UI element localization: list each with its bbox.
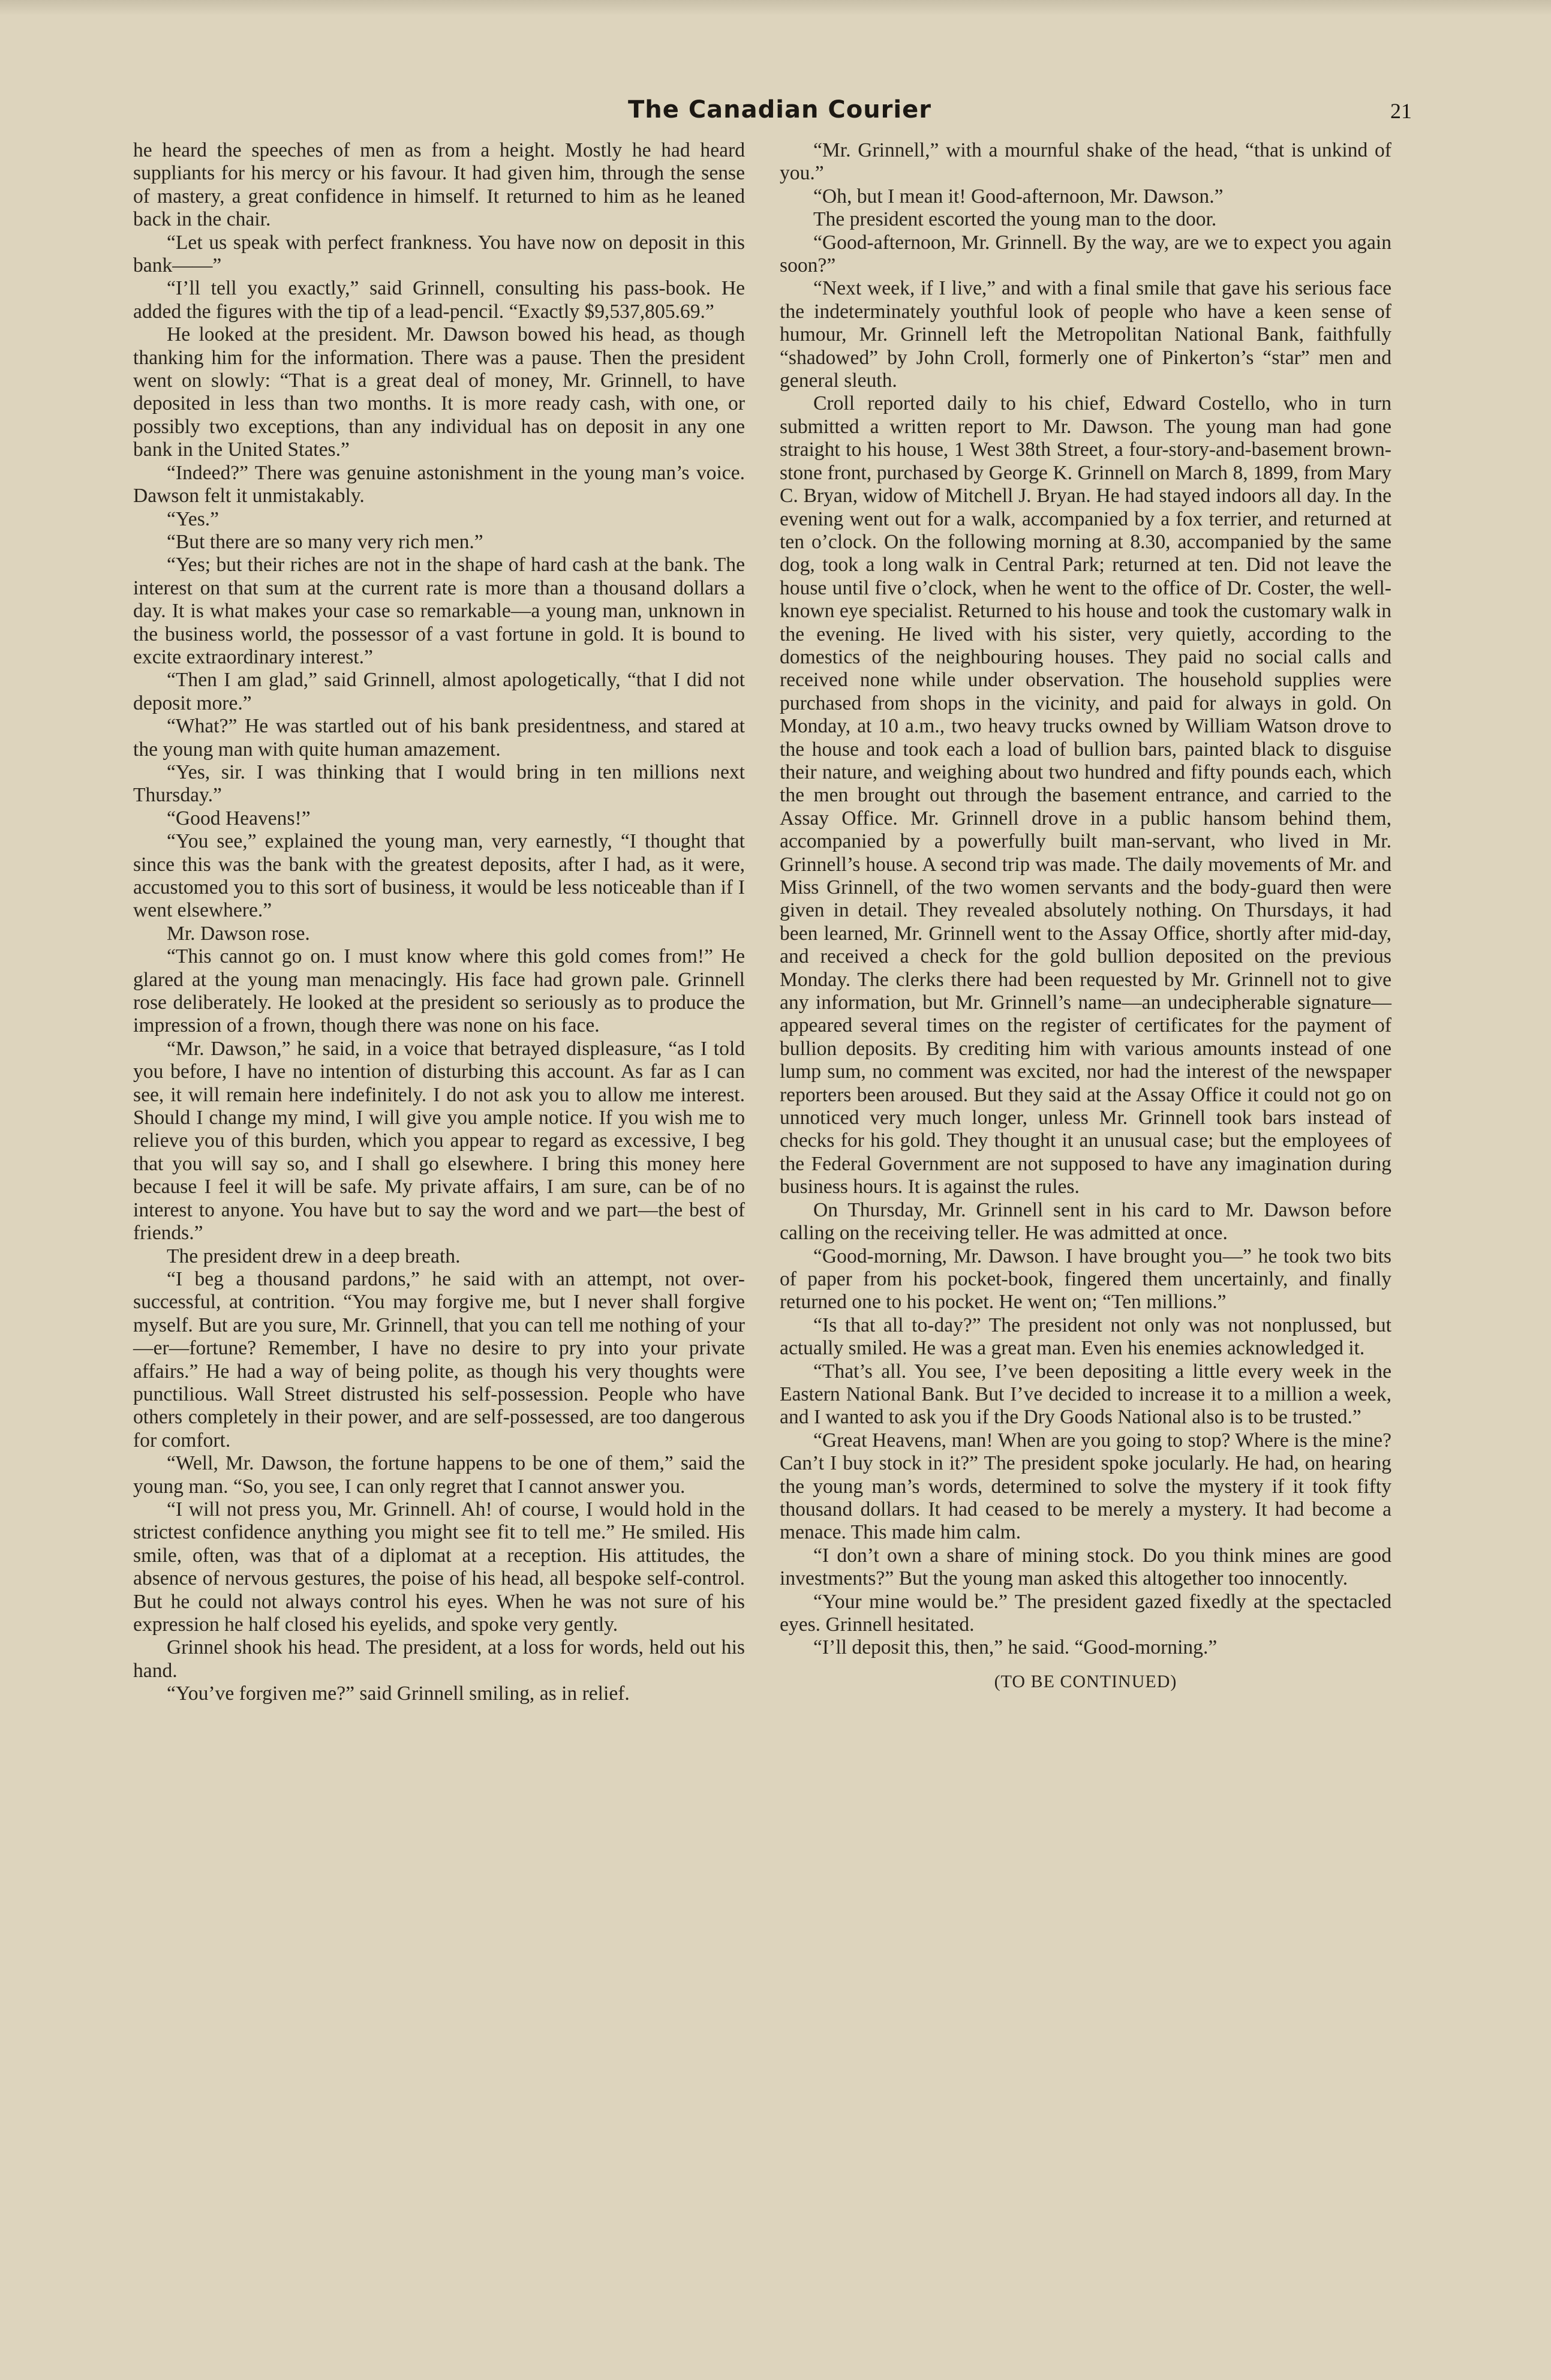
paragraph: Mr. Dawson rose. — [167, 922, 310, 945]
paragraph: “I will not press you, Mr. Grinnell. Ah! of course, I would hold in the strictest confidence anything you might see fit to tell me.” He smiled. His smile, often, was that of a diplomat at a reception. His attitudes, the absence of nervous gestures, the poise of his head, all bespoke self-control. But he could not always control his eyes. When he was not sure of his expression he half closed his eyelids, and spoke very gently. — [133, 1498, 745, 1636]
right-column — [780, 139, 1391, 1693]
paragraph: “Indeed?” There was genuine astonishment in the young man’s voice. Dawson felt it unmistakably. — [133, 461, 745, 507]
to-be-continued-note: (TO BE CONTINUED) — [994, 1671, 1177, 1691]
paragraph: “Good-morning, Mr. Dawson. I have brought you—” he took two bits of paper from his pocket-book, fingered them uncertainly, and finally returned one to his pocket. He went on; “Ten millions.” — [780, 1245, 1391, 1314]
paragraph: “Your mine would be.” The president gazed fixedly at the spectacled eyes. Grinnell hesitated. — [780, 1590, 1391, 1636]
paragraph: “That’s all. You see, I’ve been depositing a little every week in the Eastern National Bank. But I’ve decided to increase it to a million a week, and I wanted to ask you if the Dry Goods National also is to be trusted.” — [780, 1360, 1391, 1429]
paragraph: “Mr. Dawson,” he said, in a voice that betrayed displeasure, “as I told you before, I have no intention of disturbing this account. As far as I can see, it will remain here indefinitely. I do not ask you to allow me interest. Should I change my mind, I will give you ample notice. If you wish me to relieve you of this burden, which you appear to regard as excessive, I beg that you will say so, and I shall go elsewhere. I bring this money here because I feel it will be safe. My private affairs, I am sure, can be of no interest to anyone. You have but to say the word and we part—the best of friends.” — [133, 1037, 745, 1245]
paragraph: “Oh, but I mean it! Good-afternoon, Mr. Dawson.” — [813, 185, 1224, 208]
paragraph: “I don’t own a share of mining stock. Do you think mines are good investments?” But the young man asked this altogether too innocently. — [780, 1544, 1391, 1590]
publication-title: The Canadian Courier — [628, 96, 931, 124]
paragraph: “You see,” explained the young man, very earnestly, “I thought that since this was the bank with the greatest deposits, after I had, as it were, accustomed you to this sort of business, it would be less noticeable than if I went elsewhere.” — [133, 830, 745, 922]
paragraph: The president drew in a deep breath. — [167, 1245, 461, 1267]
paragraph: “I’ll deposit this, then,” he said. “Good-morning.” — [813, 1636, 1218, 1659]
paragraph: “Yes.” — [167, 507, 220, 530]
paragraph: “Yes; but their riches are not in the shape of hard cash at the bank. The interest on that sum at the current rate is more than a thousand dollars a day. It is what makes your case so remarkable—a young man, unknown in the business world, the possessor of a vast fortune in gold. It is bound to excite extraordinary interest.” — [133, 554, 745, 668]
page-top-edge — [0, 0, 1551, 16]
paragraph: The president escorted the young man to the door. — [813, 208, 1217, 231]
page-header — [0, 96, 1551, 138]
paragraph: Croll reported daily to his chief, Edward Costello, who in turn submitted a written report to Mr. Dawson. The young man had gone straight to his house, 1 West 38th Street, a four-story-and-basement brown-stone front, purchased by George K. Grinnell on March 8, 1899, from Mary C. Bryan, widow of Mitchell J. Bryan. He had stayed indoors all day. In the evening went out for a walk, accompanied by a fox terrier, and returned at ten o’clock. On the following morning at 8.30, accompanied by the same dog, took a long walk in Central Park; returned at ten. Did not leave the house until five o’clock, when he went to the office of Dr. Coster, the well-known eye specialist. Returned to his house and took the customary walk in the evening. He lived with his sister, very quietly, according to the domestics of the neighbouring houses. They paid no social calls and received none while under observation. The household supplies were purchased from shops in the vicinity, and paid for always in gold. On Monday, at 10 a.m., two heavy trucks owned by William Watson drove to the house and took each a load of bullion bars, painted black to disguise their nature, and weighing about two hundred and fifty pounds each, which the men brought out through the basement entrance, and carried to the Assay Office. Mr. Grinnell drove in a public hansom behind them, accompanied by a powerfully built man-servant, who lived in Mr. Grinnell’s house. A second trip was made. The daily movements of Mr. and Miss Grinnell, of the two women servants and the body-guard then were given in detail. They revealed absolutely nothing. On Thursdays, it had been learned, Mr. Grinnell went to the Assay Office, shortly after mid-day, and received a check for the gold bullion deposited on the previous Monday. The clerks there had been requested by Mr. Grinnell not to give any information, but Mr. Grinnell’s name—an undecipherable signature—appeared several times on the register of certificates for the payment of bullion deposits. By crediting him with various amounts instead of one lump sum, no comment was excited, nor had the interest of the newspaper reporters been aroused. But they said at the Assay Office it could not go on unnoticed very much longer, unless Mr. Grinnell took bars instead of checks for his gold. They thought it an unusual case; but the employees of the Federal Government are not supposed to have any imagination during business hours. It is against the rules. — [780, 392, 1391, 1198]
paragraph: “This cannot go on. I must know where this gold comes from!” He glared at the young man menacingly. His face had grown pale. Grinnell rose deliberately. He looked at the president so seriously as to produce the impression of a frown, though there was none on his face. — [133, 945, 745, 1037]
paragraph: Grinnel shook his head. The president, at a loss for words, held out his hand. — [133, 1636, 745, 1682]
paragraph: “What?” He was startled out of his bank presidentness, and stared at the young man with quite human amazement. — [133, 715, 745, 761]
paragraph: “Great Heavens, man! When are you going to stop? Where is the mine? Can’t I buy stock in it?” The president spoke jocularly. He had, on hearing the young man’s words, determined to solve the mystery if it took fifty thousand dollars. It had ceased to be merely a mystery. It had become a menace. This made him calm. — [780, 1429, 1391, 1544]
paragraph: “I beg a thousand pardons,” he said with an attempt, not over-successful, at contrition. “You may forgive me, but I never shall forgive myself. But are you sure, Mr. Grinnell, that you can tell me nothing of your—er—fortune? Remember, I have no desire to pry into your private affairs.” He had a way of being polite, as though his very thoughts were punctilious. Wall Street distrusted his self-possession. People who have others completely in their power, and are self-possessed, are too dangerous for comfort. — [133, 1267, 745, 1452]
paragraph: On Thursday, Mr. Grinnell sent in his card to Mr. Dawson before calling on the receiving teller. He was admitted at once. — [780, 1198, 1391, 1245]
paragraph: “Then I am glad,” said Grinnell, almost apologetically, “that I did not deposit more.” — [133, 669, 745, 714]
paragraph: “Well, Mr. Dawson, the fortune happens to be one of them,” said the young man. “So, you see, I can only regret that I cannot answer you. — [133, 1452, 745, 1498]
paragraph: “Yes, sir. I was thinking that I would bring in ten millions next Thursday.” — [133, 761, 745, 807]
paragraph: “Let us speak with perfect frankness. You have now on deposit in this bank——” — [133, 231, 745, 277]
paragraph: “Good-afternoon, Mr. Grinnell. By the way, are we to expect you again soon?” — [780, 231, 1391, 277]
paragraph: “I’ll tell you exactly,” said Grinnell, consulting his pass-book. He added the figures with the tip of a lead-pencil. “Exactly $9,537,805.69.” — [133, 277, 745, 323]
paragraph: He looked at the president. Mr. Dawson bowed his head, as though thanking him for the information. There was a pause. Then the president went on slowly: “That is a great deal of money, Mr. Grinnell, to have deposited in less than two months. It is more ready cash, with one, or possibly two exceptions, than any individual has on deposit in any one bank in the United States.” — [133, 323, 745, 461]
left-column — [133, 139, 745, 1706]
paragraph: “But there are so many very rich men.” — [167, 530, 483, 553]
paragraph: “You’ve forgiven me?” said Grinnell smiling, as in relief. — [167, 1682, 630, 1705]
page-number: 21 — [1390, 99, 1412, 123]
paragraph: he heard the speeches of men as from a height. Mostly he had heard suppliants for his mercy or his favour. It had given him, through the sense of mastery, a great confidence in himself. It returned to him as he leaned back in the chair. — [133, 139, 745, 231]
paragraph: “Next week, if I live,” and with a final smile that gave his serious face the indeterminately youthful look of people who have a keen sense of humour, Mr. Grinnell left the Metropolitan National Bank, faithfully “shadowed” by John Croll, formerly one of Pinkerton’s “star” men and general sleuth. — [780, 277, 1391, 392]
paragraph: “Good Heavens!” — [167, 807, 311, 830]
paragraph: “Is that all to-day?” The president not only was not nonplussed, but actually smiled. He was a great man. Even his enemies acknowledged it. — [780, 1314, 1391, 1360]
paragraph: “Mr. Grinnell,” with a mournful shake of the head, “that is unkind of you.” — [780, 139, 1391, 185]
